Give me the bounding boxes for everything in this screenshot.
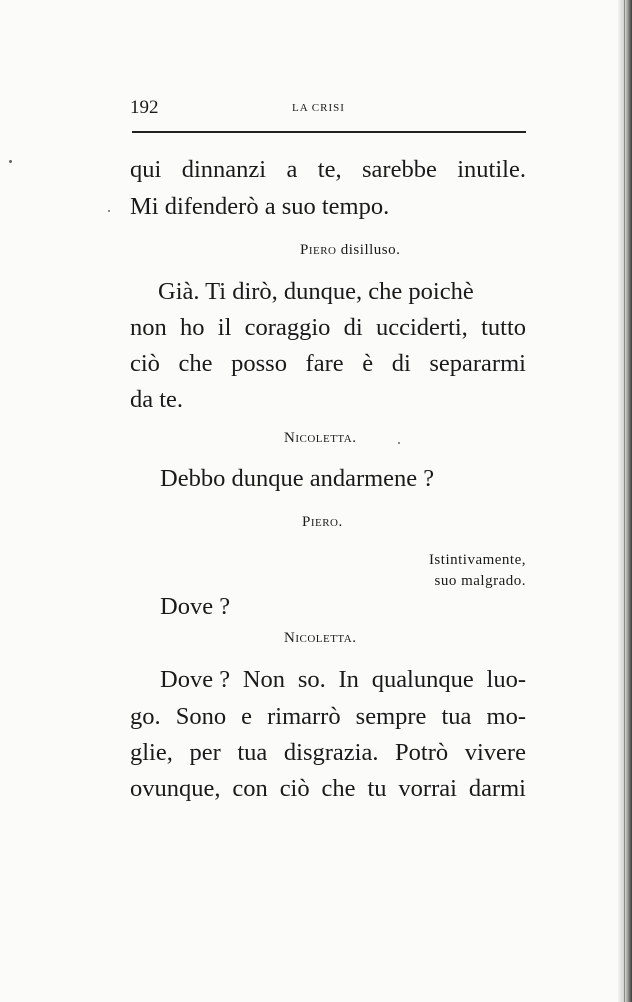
word: glie,	[130, 739, 173, 766]
word: è	[362, 350, 374, 377]
speaker-name: Nicoletta.	[284, 430, 357, 446]
text-line-1	[130, 158, 526, 183]
text-line-11	[130, 741, 526, 766]
word: tua	[441, 703, 472, 730]
word: ho	[180, 314, 205, 341]
text-line-7: Debbo dunque andarmene ?	[160, 465, 435, 492]
word: con	[232, 775, 268, 802]
speaker-name: Piero.	[302, 514, 343, 530]
word: di	[391, 350, 411, 377]
scan-speck	[108, 210, 110, 212]
word: ciò	[130, 350, 160, 377]
word: Dove ?	[160, 666, 231, 693]
text-line: Già. Ti dirò, dunque, che poichè	[158, 278, 474, 305]
word: sempre	[355, 703, 427, 730]
word: separarmi	[429, 350, 526, 377]
word: che	[321, 775, 356, 802]
text-line-12	[130, 777, 526, 802]
text-line-5	[130, 352, 526, 377]
page-number: 192	[130, 97, 159, 118]
word: non	[130, 314, 167, 341]
stage-direction: Istintivamente,	[428, 552, 526, 568]
word: fare	[305, 350, 344, 377]
word: per	[189, 739, 221, 766]
word: a	[286, 156, 298, 183]
word: so.	[297, 666, 326, 693]
word: mo-	[486, 703, 526, 730]
running-title: LA CRISI	[292, 102, 345, 114]
scan-speck	[398, 442, 400, 444]
word: In	[338, 666, 359, 693]
speaker-name: Nicoletta.	[284, 630, 357, 646]
text-line-3	[158, 280, 526, 305]
stage-direction: suo malgrado.	[434, 573, 526, 589]
scan-speck	[9, 160, 12, 163]
text-line-8: Dove ?	[160, 593, 231, 620]
word: ovunque,	[130, 775, 221, 802]
page-header	[130, 97, 526, 121]
stage-direction: disilluso.	[340, 242, 401, 258]
word: disgrazia.	[283, 739, 379, 766]
word: dinnanzi	[181, 156, 267, 183]
word: posso	[231, 350, 287, 377]
word: inutile.	[457, 156, 526, 183]
text-line-2: Mi difenderò a suo tempo.	[130, 193, 390, 220]
word: te,	[317, 156, 342, 183]
word: vorrai	[398, 775, 457, 802]
word: vivere	[464, 739, 526, 766]
word: che	[178, 350, 213, 377]
word: ciò	[279, 775, 310, 802]
speaker-direction-1	[300, 242, 400, 259]
word: ucciderti,	[375, 314, 468, 341]
text-line-9	[160, 668, 526, 693]
word: tutto	[481, 314, 526, 341]
text-line-4	[130, 316, 526, 341]
text-line-6: da te.	[130, 386, 184, 413]
page-edge-shadow	[618, 0, 632, 1002]
word: tu	[367, 775, 387, 802]
word: luo-	[486, 666, 526, 693]
word: coraggio	[244, 314, 331, 341]
word: Sono	[175, 703, 227, 730]
word: di	[343, 314, 363, 341]
word: tua	[237, 739, 268, 766]
word: Potrò	[395, 739, 449, 766]
word: go.	[130, 703, 161, 730]
word: Non	[242, 666, 286, 693]
word: qui	[130, 156, 162, 183]
text-line-10	[130, 705, 526, 730]
word: e	[241, 703, 253, 730]
word: il	[217, 314, 232, 341]
word: qualunque	[371, 666, 474, 693]
word: darmi	[468, 775, 526, 802]
speaker-name: Piero	[300, 242, 337, 258]
word: sarebbe	[362, 156, 437, 183]
word: rimarrò	[267, 703, 341, 730]
page-edge-line	[624, 0, 625, 1002]
header-rule	[132, 131, 526, 133]
